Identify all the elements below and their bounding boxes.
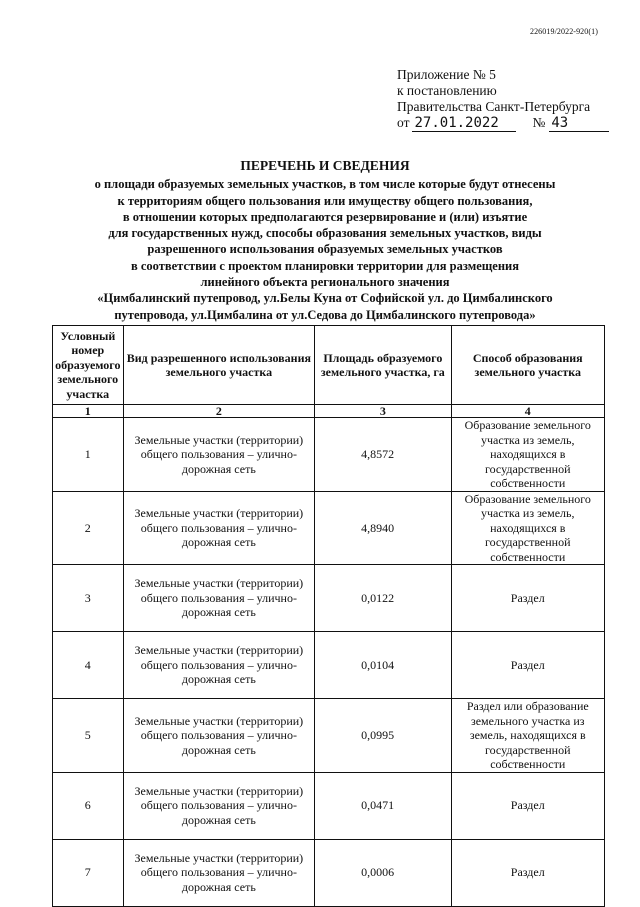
cell-permitted-use: Земельные участки (территории) общего пользования – улично-дорожная сеть: [123, 699, 315, 773]
land-plots-table: [52, 325, 605, 907]
heading-line: в соответствии с проектом планировки территории для размещения: [130, 258, 520, 273]
column-number-row: [53, 405, 605, 418]
heading-line: для государственных нужд, способы образования земельных участков, виды: [108, 226, 542, 241]
table-row: [53, 632, 605, 699]
cell-permitted-use: Земельные участки (территории) общего пользования – улично-дорожная сеть: [123, 772, 315, 839]
cell-formation-method: Образование земельного участка из земель, находящихся в государственной собственности: [451, 418, 604, 492]
cell-plot-number: 3: [53, 565, 124, 632]
cell-permitted-use: Земельные участки (территории) общего пользования – улично-дорожная сеть: [123, 418, 315, 492]
cell-plot-number: 5: [53, 699, 124, 773]
cell-permitted-use: Земельные участки (территории) общего пользования – улично-дорожная сеть: [123, 565, 315, 632]
cell-formation-method: Раздел: [451, 772, 604, 839]
heading-line: к территориям общего пользования или имуществу общего пользования,: [117, 193, 533, 208]
cell-area: 4,8572: [315, 418, 451, 492]
cell-plot-number: 1: [53, 418, 124, 492]
table-row: [53, 772, 605, 839]
cell-formation-method: Раздел: [451, 839, 604, 906]
heading-line: линейного объекта регионального значения: [200, 275, 450, 290]
number-prefix: №: [532, 115, 546, 130]
column-number: 2: [123, 405, 315, 418]
appendix-ref: к постановлению: [397, 83, 497, 98]
document-code: 226019/2022-920(1): [529, 27, 598, 36]
cell-area: 4,8940: [315, 491, 451, 565]
date-prefix: от: [397, 115, 410, 130]
cell-plot-number: 2: [53, 491, 124, 565]
cell-formation-method: Раздел: [451, 565, 604, 632]
cell-plot-number: 7: [53, 839, 124, 906]
cell-area: 0,0995: [315, 699, 451, 773]
cell-plot-number: 4: [53, 632, 124, 699]
table-row: [53, 839, 605, 906]
cell-permitted-use: Земельные участки (территории) общего пользования – улично-дорожная сеть: [123, 839, 315, 906]
cell-permitted-use: Земельные участки (территории) общего пользования – улично-дорожная сеть: [123, 632, 315, 699]
cell-plot-number: 6: [53, 772, 124, 839]
heading-line: в отношении которых предполагаются резервирование и (или) изъятие: [122, 209, 528, 224]
cell-formation-method: Раздел: [451, 632, 604, 699]
column-number: 1: [53, 405, 124, 418]
table-row: [53, 418, 605, 492]
heading-line: о площади образуемых земельных участков, в том числе которые будут отнесены: [94, 177, 556, 192]
appendix-date-number: [397, 115, 609, 132]
table-row: [53, 491, 605, 565]
heading-line: путепровода, ул.Цимбалина от ул.Седова до Цимбалинского путепровода»: [114, 307, 536, 322]
column-number: 4: [451, 405, 604, 418]
cell-area: 0,0122: [315, 565, 451, 632]
cell-formation-method: Образование земельного участка из земель, находящихся в государственной собственности: [451, 491, 604, 565]
heading-line: разрешенного использования образуемых земельных участков: [147, 242, 503, 257]
document-heading: [40, 158, 610, 323]
table-row: [53, 699, 605, 773]
cell-permitted-use: Земельные участки (территории) общего пользования – улично-дорожная сеть: [123, 491, 315, 565]
heading-line: «Цимбалинский путепровод, ул.Белы Куна от Софийской ул. до Цимбалинского: [97, 291, 553, 306]
decree-date: 27.01.2022: [412, 115, 516, 132]
header-permitted-use: Вид разрешенного использования земельного участка: [123, 326, 315, 405]
heading-title: ПЕРЕЧЕНЬ И СВЕДЕНИЯ: [240, 158, 410, 173]
column-number: 3: [315, 405, 451, 418]
appendix-title: Приложение № 5: [397, 67, 496, 82]
cell-area: 0,0006: [315, 839, 451, 906]
table-row: [53, 565, 605, 632]
header-plot-number: Условный номер образуемого земельного участка: [53, 326, 124, 405]
appendix-block: [397, 67, 609, 132]
cell-area: 0,0104: [315, 632, 451, 699]
cell-area: 0,0471: [315, 772, 451, 839]
cell-formation-method: Раздел или образование земельного участка из земель, находящихся в государственной собственности: [451, 699, 604, 773]
decree-number: 43: [549, 115, 609, 132]
header-area: Площадь образуемого земельного участка, га: [315, 326, 451, 405]
appendix-authority: Правительства Санкт-Петербурга: [397, 99, 591, 114]
header-formation-method: Способ образования земельного участка: [451, 326, 604, 405]
